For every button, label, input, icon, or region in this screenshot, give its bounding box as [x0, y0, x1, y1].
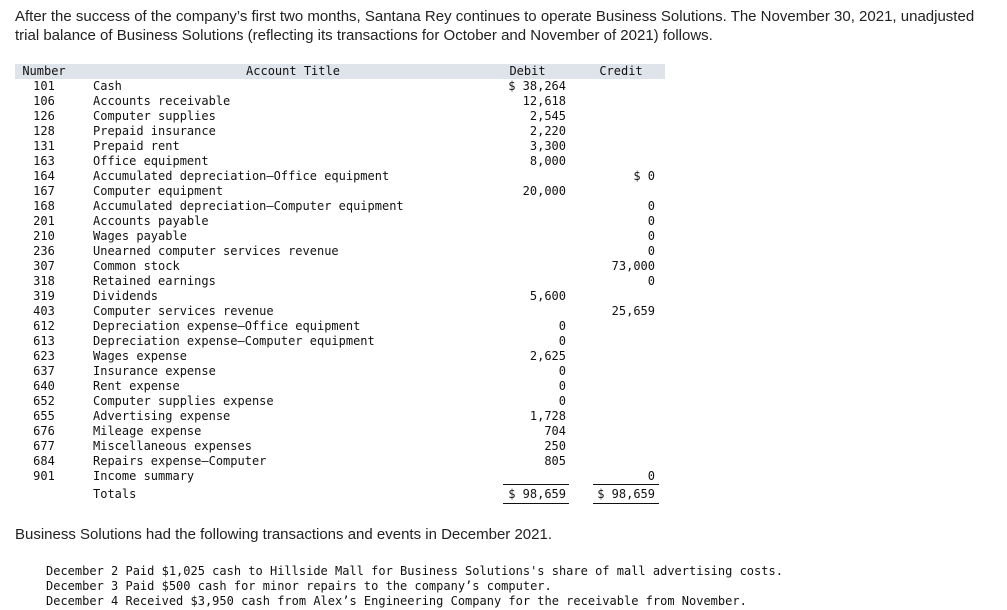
debit-amount: 3,300	[529, 139, 566, 153]
account-title: Advertising expense	[93, 409, 231, 423]
account-number: 164	[33, 169, 55, 183]
table-row	[15, 289, 665, 304]
debit-amount: 0	[558, 334, 566, 348]
credit-total-rule	[593, 484, 659, 485]
table-body	[15, 79, 665, 484]
transaction-line	[46, 579, 783, 594]
table-row	[15, 94, 665, 109]
account-title: Cash	[93, 79, 122, 93]
intro-paragraph	[15, 7, 975, 45]
account-number: 403	[33, 304, 55, 318]
debit-amount: 0	[558, 319, 566, 333]
account-number: 168	[33, 199, 55, 213]
table-header	[15, 64, 665, 79]
account-number: 163	[33, 154, 55, 168]
debit-amount: 0	[558, 364, 566, 378]
credit-amount: 0	[647, 199, 655, 213]
account-title: Rent expense	[93, 379, 180, 393]
account-title: Dividends	[93, 289, 159, 303]
account-number: 201	[33, 214, 55, 228]
account-title: Retained earnings	[93, 274, 216, 288]
debit-amount: 12,618	[522, 94, 566, 108]
account-number: 901	[33, 469, 55, 483]
account-number: 210	[33, 229, 55, 243]
account-number: 623	[33, 349, 55, 363]
table-row	[15, 199, 665, 214]
account-title: Depreciation expense—Computer equipment	[93, 334, 375, 348]
table-row	[15, 439, 665, 454]
account-title: Computer supplies	[93, 109, 216, 123]
table-row	[15, 379, 665, 394]
table-row	[15, 184, 665, 199]
table-row	[15, 139, 665, 154]
debit-amount: 1,728	[529, 409, 566, 423]
totals-credit: $ 98,659	[597, 487, 655, 501]
debit-amount: 0	[558, 379, 566, 393]
account-number: 655	[33, 409, 55, 423]
account-title: Accumulated depreciation—Office equipment	[93, 169, 390, 183]
table-row	[15, 109, 665, 124]
account-number: 307	[33, 259, 55, 273]
account-title: Depreciation expense—Office equipment	[93, 319, 361, 333]
transaction-date: December 2	[46, 564, 119, 578]
account-title: Common stock	[93, 259, 180, 273]
debit-amount: 8,000	[529, 154, 566, 168]
table-row	[15, 154, 665, 169]
credit-amount: 0	[647, 214, 655, 228]
debit-amount: 250	[544, 439, 566, 453]
table-row	[15, 424, 665, 439]
account-number: 126	[33, 109, 55, 123]
totals-debit: $ 98,659	[508, 487, 566, 501]
debit-total-rule	[503, 484, 569, 485]
account-title: Unearned computer services revenue	[93, 244, 339, 258]
transaction-text: Received $3,950 cash from Alex’s Engineering Company for the receivable from November.	[125, 594, 747, 608]
account-number: 637	[33, 364, 55, 378]
debit-amount: 20,000	[522, 184, 566, 198]
account-number: 167	[33, 184, 55, 198]
account-number: 612	[33, 319, 55, 333]
account-title: Computer supplies expense	[93, 394, 274, 408]
account-number: 613	[33, 334, 55, 348]
account-number: 128	[33, 124, 55, 138]
credit-double-rule	[593, 503, 659, 504]
debit-amount: 5,600	[529, 289, 566, 303]
debit-amount: 0	[558, 394, 566, 408]
header-number: Number	[22, 64, 66, 78]
header-debit: Debit	[509, 64, 546, 78]
account-number: 652	[33, 394, 55, 408]
transaction-text: Paid $500 cash for minor repairs to the company’s computer.	[125, 579, 552, 593]
debit-amount: 805	[544, 454, 566, 468]
debit-amount: 2,625	[529, 349, 566, 363]
table-row	[15, 169, 665, 184]
table-row	[15, 274, 665, 289]
trial-balance-table	[15, 64, 665, 504]
debit-amount: 704	[544, 424, 566, 438]
totals-row	[15, 484, 665, 504]
table-row	[15, 409, 665, 424]
table-row	[15, 394, 665, 409]
transaction-date: December 3	[46, 579, 119, 593]
header-credit: Credit	[599, 64, 643, 78]
intro-text: After the success of the company’s first two months, Santana Rey continues to operate Business Solutions. The November 30, 2021, unadjusted trial balance of Business Solutions (reflecting its transactions for October and November of 2021) follows.	[15, 8, 975, 44]
transaction-line	[46, 594, 783, 609]
credit-amount: 0	[647, 274, 655, 288]
account-number: 101	[33, 79, 55, 93]
transactions-list	[46, 564, 783, 609]
transaction-text: Paid $1,025 cash to Hillside Mall for Business Solutions's share of mall advertising costs.	[125, 564, 783, 578]
credit-amount: 0	[647, 469, 655, 483]
account-title: Computer services revenue	[93, 304, 274, 318]
totals-label: Totals	[93, 487, 137, 501]
transaction-date: December 4	[46, 594, 119, 608]
debit-amount: 2,545	[529, 109, 566, 123]
credit-amount: 0	[647, 244, 655, 258]
account-number: 684	[33, 454, 55, 468]
account-title: Prepaid rent	[93, 139, 180, 153]
table-row	[15, 364, 665, 379]
table-row	[15, 229, 665, 244]
account-title: Repairs expense—Computer	[93, 454, 267, 468]
credit-amount: 73,000	[611, 259, 655, 273]
account-number: 236	[33, 244, 55, 258]
account-title: Mileage expense	[93, 424, 202, 438]
account-number: 319	[33, 289, 55, 303]
debit-amount: 2,220	[529, 124, 566, 138]
table-row	[15, 79, 665, 94]
table-row	[15, 304, 665, 319]
header-account-title: Account Title	[246, 64, 340, 78]
credit-amount: 0	[647, 229, 655, 243]
account-number: 640	[33, 379, 55, 393]
table-row	[15, 469, 665, 484]
table-row	[15, 259, 665, 274]
account-title: Accumulated depreciation—Computer equipment	[93, 199, 404, 213]
account-number: 106	[33, 94, 55, 108]
table-row	[15, 334, 665, 349]
debit-double-rule	[503, 503, 569, 504]
account-title: Accounts receivable	[93, 94, 231, 108]
credit-amount: $ 0	[633, 169, 655, 183]
table-row	[15, 454, 665, 469]
account-title: Insurance expense	[93, 364, 216, 378]
account-number: 677	[33, 439, 55, 453]
account-title: Miscellaneous expenses	[93, 439, 252, 453]
account-title: Accounts payable	[93, 214, 209, 228]
account-title: Prepaid insurance	[93, 124, 216, 138]
account-number: 676	[33, 424, 55, 438]
table-row	[15, 349, 665, 364]
table-row	[15, 244, 665, 259]
table-row	[15, 124, 665, 139]
transaction-line	[46, 564, 783, 579]
credit-amount: 25,659	[611, 304, 655, 318]
account-title: Wages payable	[93, 229, 187, 243]
account-title: Income summary	[93, 469, 195, 483]
table-row	[15, 319, 665, 334]
debit-amount: $ 38,264	[508, 79, 566, 93]
account-title: Computer equipment	[93, 184, 224, 198]
table-row	[15, 214, 665, 229]
account-number: 131	[33, 139, 55, 153]
account-title: Wages expense	[93, 349, 187, 363]
account-title: Office equipment	[93, 154, 209, 168]
december-intro: Business Solutions had the following transactions and events in December 2021.	[15, 526, 552, 543]
account-number: 318	[33, 274, 55, 288]
